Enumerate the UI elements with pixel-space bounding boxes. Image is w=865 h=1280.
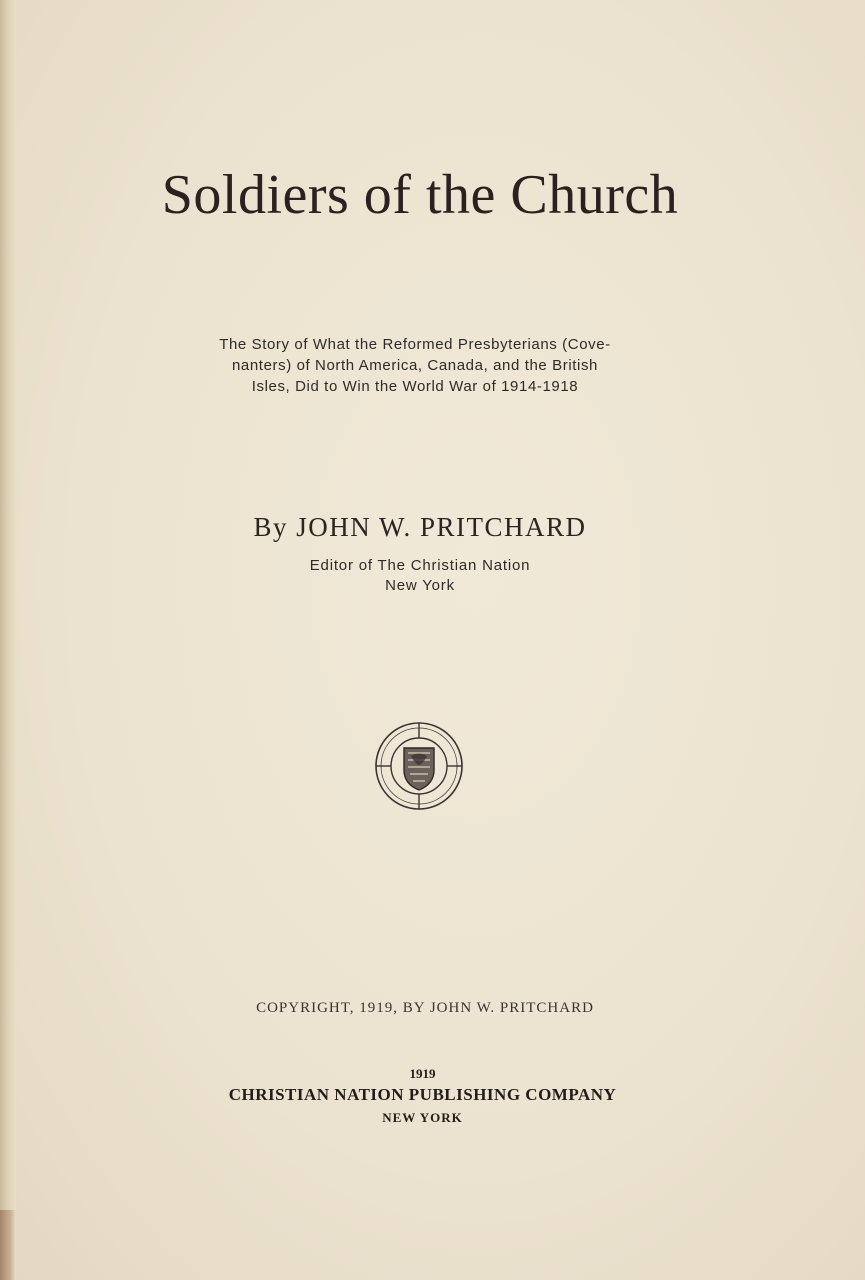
- publisher-imprint: [0, 1065, 845, 1129]
- author-role: Editor of The Christian Nation: [309, 557, 531, 574]
- copyright-notice: COPYRIGHT, 1919, BY JOHN W. PRITCHARD: [256, 1000, 594, 1016]
- author-location: New York: [385, 577, 455, 594]
- author-credentials: [0, 556, 840, 596]
- book-title: Soldiers of the Church: [161, 164, 679, 226]
- subtitle-line: Isles, Did to Win the World War of 1914-1918: [251, 378, 579, 395]
- author-byline: By JOHN W. PRITCHARD: [253, 512, 587, 542]
- publisher-seal-icon: [373, 720, 465, 812]
- subtitle-line: The Story of What the Reformed Presbyterians (Cove-: [219, 336, 611, 353]
- publisher-name: CHRISTIAN NATION PUBLISHING COMPANY: [228, 1085, 617, 1104]
- book-subtitle: [150, 334, 680, 397]
- subtitle-line: nanters) of North America, Canada, and the British: [231, 357, 598, 374]
- publication-year: 1919: [409, 1066, 436, 1081]
- publisher-city: NEW YORK: [382, 1110, 463, 1125]
- spine-edge-stain: [0, 1210, 16, 1280]
